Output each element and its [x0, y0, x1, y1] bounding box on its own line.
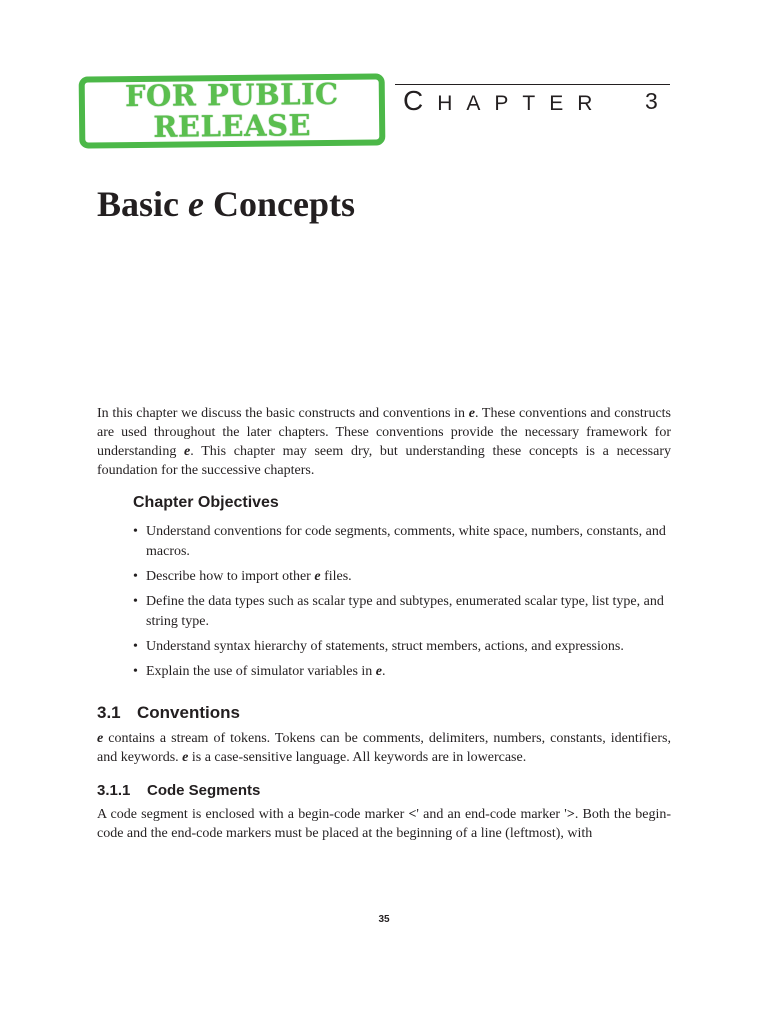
section-3-1-heading: [97, 702, 240, 724]
title-before: Basic: [97, 184, 189, 224]
page-number: 35: [378, 914, 390, 925]
code-text-1: A code segment is enclosed with a begin-code marker: [97, 807, 409, 822]
conv-text-2: is a case-sensitive language. All keywords are in lowercase.: [188, 750, 527, 765]
subsection-number: 3.1.1: [97, 782, 131, 799]
bullet: •: [133, 524, 138, 539]
title-italic-e: e: [188, 184, 204, 224]
intro-text-2: . These conventions and constructs are used throughout the later chapters. These conventions provide the necessary framework for understanding: [97, 406, 672, 459]
bullet: •: [133, 594, 138, 609]
conv-text-1: contains a stream of tokens. Tokens can be comments, delimiters, numbers, constants, identifiers, and keywords.: [97, 731, 671, 765]
list-item: [133, 662, 673, 682]
list-item: [133, 567, 673, 587]
section-3-1-1-heading: [97, 781, 260, 800]
begin-code-marker: <: [408, 807, 417, 822]
bullet: •: [133, 639, 138, 654]
intro-paragraph: [97, 404, 671, 480]
chapter-label: [403, 85, 607, 116]
chapter-initial: C: [403, 85, 438, 116]
page-title: [97, 183, 355, 225]
objective-5-e: e: [375, 664, 382, 679]
stamp-line-2: RELEASE: [153, 108, 312, 144]
objective-5b: .: [382, 664, 386, 679]
stamp-line-1: FOR PUBLIC: [124, 76, 339, 114]
subsection-title: Code Segments: [147, 782, 261, 799]
bullet: •: [133, 664, 138, 679]
list-item: [133, 592, 673, 632]
conv-e-2: e: [182, 750, 189, 765]
chapter-rest: HAPTER: [437, 92, 607, 115]
section-number: 3.1: [97, 703, 121, 722]
chapter-number: 3: [645, 88, 658, 114]
intro-text-3: . This chapter may seem dry, but understanding these concepts is a necessary foundation for the successive chapters.: [97, 444, 671, 478]
intro-text-1: In this chapter we discuss the basic constructs and conventions in: [97, 406, 469, 421]
bullet: •: [133, 569, 138, 584]
objectives-list: [133, 522, 673, 687]
objective-3: Define the data types such as scalar type and subtypes, enumerated scalar type, list type, and string type.: [146, 594, 664, 629]
section-title: Conventions: [137, 703, 240, 722]
conventions-paragraph: [97, 729, 671, 767]
code-segments-paragraph: [97, 805, 671, 843]
list-item: [133, 522, 673, 562]
title-after: Concepts: [204, 184, 355, 224]
objective-2-e: e: [314, 569, 321, 584]
intro-e-1: e: [468, 406, 475, 421]
objective-2a: Describe how to import other: [146, 569, 315, 584]
objective-5a: Explain the use of simulator variables in: [146, 664, 376, 679]
objective-2b: files.: [320, 569, 352, 584]
for-public-release-stamp: [79, 73, 386, 148]
objective-1: Understand conventions for code segments, comments, white space, numbers, constants, and macros.: [146, 524, 666, 559]
intro-e-2: e: [184, 444, 191, 459]
list-item: [133, 637, 673, 657]
objective-4: Understand syntax hierarchy of statements, struct members, actions, and expressions.: [146, 639, 624, 654]
code-text-3: . Both the begin-code and the end-code markers must be placed at the beginning of a line (leftmost), with: [97, 807, 671, 841]
objectives-heading: Chapter Objectives: [133, 494, 279, 511]
conv-e-1: e: [97, 731, 104, 746]
end-code-marker: >: [566, 807, 575, 822]
code-text-2: ' and an end-code marker ': [416, 807, 567, 822]
